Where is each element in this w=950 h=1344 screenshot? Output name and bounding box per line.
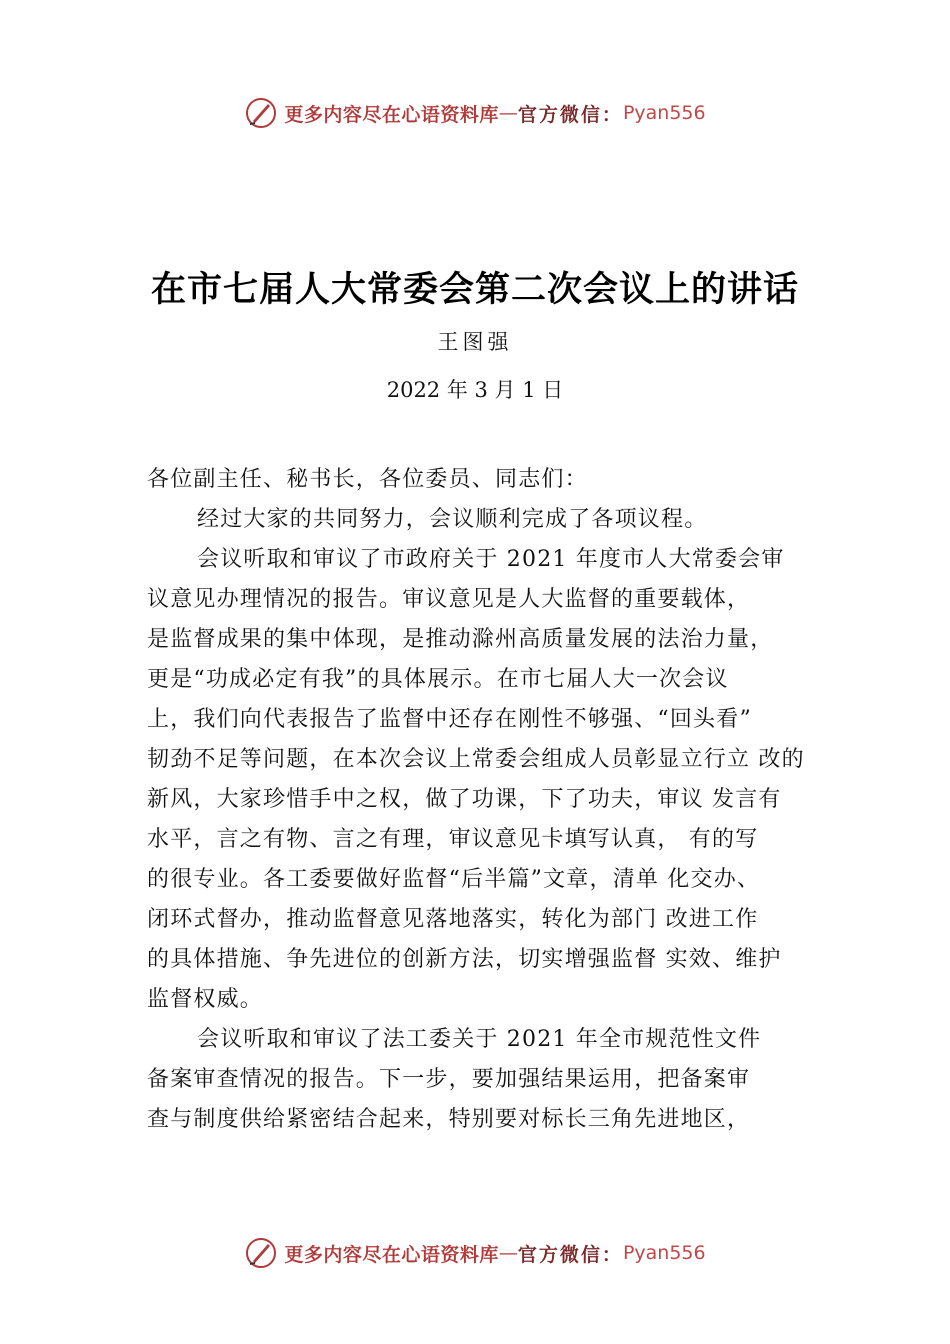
body-line: 的很专业。各工委要做好监督“后半篇”文章，清单 化交办、: [147, 867, 761, 892]
body-line: 会议听取和审议了法工委关于 2021 年全市规范性文件: [197, 1027, 762, 1052]
banner-site-text: 更多内容尽在心语资料库: [284, 1243, 499, 1266]
body-line: 上，我们向代表报告了监督中还存在刚性不够强、“回头看”: [147, 707, 752, 732]
body-line: 经过大家的共同努力，会议顺利完成了各项议程。: [197, 507, 708, 532]
document-date: 2022 年 3 月 1 日: [386, 378, 564, 402]
body-line: 新风，大家珍惜手中之权，做了功课，下了功夫，审议 发言有: [147, 787, 782, 812]
document-body: [147, 460, 837, 1140]
body-line: 会议听取和审议了市政府关于 2021 年度市人大常委会审: [197, 547, 785, 572]
header-banner: [0, 93, 950, 133]
footer-banner: [0, 1233, 950, 1273]
body-line: 闭环式督办，推动监督意见落地落实，转化为部门 改进工作: [147, 907, 759, 932]
body-line: 议意见办理情况的报告。审议意见是人大监督的重要载体，: [147, 587, 751, 612]
document-title: 在市七届人大常委会第二次会议上的讲话: [150, 270, 799, 310]
body-line: 备案审查情况的报告。下一步，要加强结果运用，把备案审: [147, 1067, 751, 1092]
banner-wechat-label: 官方微信：: [517, 1243, 623, 1266]
banner-wechat-label: 官方微信：: [517, 103, 623, 126]
banner-site-text: 更多内容尽在心语资料库: [284, 103, 499, 126]
body-line: 各位副主任、秘书长，各位委员、同志们：: [147, 467, 588, 492]
body-line: 水平，言之有物、言之有理，审议意见卡填写认真， 有的写: [147, 827, 759, 852]
quill-logo-icon: [244, 96, 278, 130]
banner-dash: —: [498, 1242, 518, 1264]
body-line: 更是“功成必定有我”的具体展示。在市七届人大一次会议: [147, 667, 729, 692]
banner-wechat-id: Pyan556: [622, 1242, 706, 1264]
body-line: 的具体措施、争先进位的创新方法，切实增强监督 实效、维护: [147, 947, 782, 972]
body-line: 是监督成果的集中体现，是推动滁州高质量发展的法治力量，: [147, 627, 774, 652]
banner-dash: —: [498, 102, 518, 124]
banner-wechat-id: Pyan556: [622, 102, 706, 124]
body-line: 监督权威。: [147, 987, 264, 1012]
quill-logo-icon: [244, 1236, 278, 1270]
body-line: 查与制度供给紧密结合起来，特别要对标长三角先进地区，: [147, 1107, 751, 1132]
document-author: 王图强: [437, 330, 513, 354]
body-line: 韧劲不足等问题，在本次会议上常委会组成人员彰显立行立 改的: [147, 747, 805, 772]
